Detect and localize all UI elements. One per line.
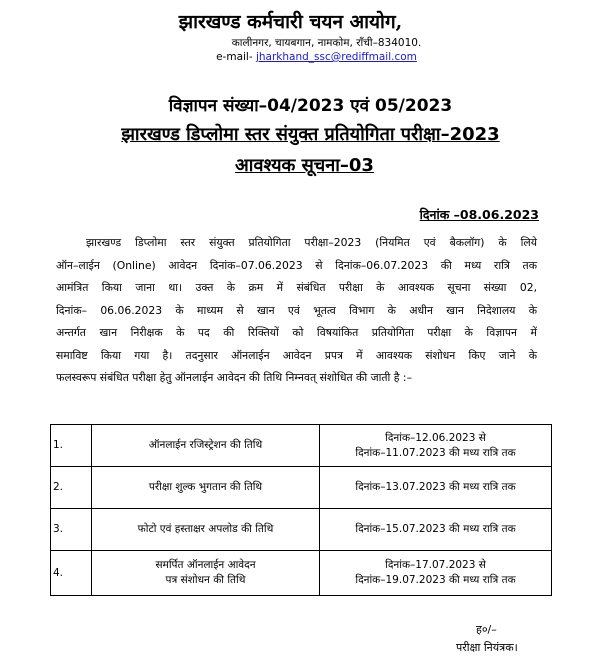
email-link[interactable]: jharkhand_ssc@rediffmail.com	[255, 51, 417, 63]
signatory-designation: परीक्षा नियंत्रक।	[456, 641, 518, 654]
schedule-table	[50, 424, 552, 596]
email-line	[12, 51, 609, 63]
body-line: फलस्वरूप संबंधित परीक्षा हेतु ऑनलाईन आवेदन की तिथि निम्नवत् संशोधित की जाती है :–	[56, 371, 412, 384]
table-row	[51, 467, 552, 509]
schedule-dates: दिनांक–15.07.2023 की मध्य रात्रि तक	[320, 509, 552, 551]
schedule-dates: दिनांक–17.07.2023 से दिनांक–19.07.2023 की मध्य रात्रि तक	[320, 551, 552, 596]
email-label: e-mail-	[216, 51, 253, 63]
body-line: समाविष्ट किया गया है। तदनुसार ऑनलाईन आवेदन प्रपत्र में आवश्यक संशोधन किए जाने के	[56, 348, 537, 362]
schedule-task: परीक्षा शुल्क भुगतान की तिथि	[92, 467, 320, 509]
advertisement-number: विज्ञापन संख्या–04/2023 एवं 05/2023	[168, 96, 453, 116]
table-row	[51, 551, 552, 596]
serial-number: 1.	[51, 425, 92, 467]
body-line: झारखण्ड डिप्लोमा स्तर संयुक्त प्रतियोगिता परीक्षा–2023 (नियमित एवं बैकलॉग) के लिये	[86, 236, 537, 249]
schedule-task: फोटो एवं हस्ताक्षर अपलोड की तिथि	[92, 509, 320, 551]
body-line: दिनांक– 06.06.2023 के माध्यम से खान एवं भूतत्व विभाग के अधीन खान निदेशालय के	[56, 303, 537, 317]
serial-number: 2.	[51, 467, 92, 509]
serial-number: 4.	[51, 551, 92, 596]
body-line: अन्तर्गत खान निरीक्षक के पद की रिक्तियों को विषयांकित प्रतियोगिता परीक्षा के विज्ञापन में	[56, 326, 537, 339]
schedule-dates: दिनांक–12.06.2023 से दिनांक–11.07.2023 की मध्य रात्रि तक	[320, 425, 552, 467]
schedule-task: ऑनलाईन रजिस्ट्रेशन की तिथि	[92, 425, 320, 467]
body-line: आमंत्रित किया जाना था। उक्त के क्रम में संबंधित परीक्षा के आवश्यक सूचना संख्या 02,	[56, 281, 537, 294]
table-row	[51, 509, 552, 551]
notice-title: आवश्यक सूचना–03	[235, 155, 374, 176]
serial-number: 3.	[51, 509, 92, 551]
organization-name: झारखण्ड कर्मचारी चयन आयोग,	[178, 11, 403, 33]
notice-date: दिनांक –08.06.2023	[419, 207, 539, 222]
signature-mark: ह०/–	[476, 623, 497, 636]
schedule-task: समर्पित ऑनलाईन आवेदन पत्र संशोधन की तिथि	[92, 551, 320, 596]
notice-body	[56, 232, 537, 390]
schedule-dates: दिनांक–13.07.2023 की मध्य रात्रि तक	[320, 467, 552, 509]
table-row	[51, 425, 552, 467]
body-line: ऑन–लाईन (Online) आवेदन दिनांक–07.06.2023 से दिनांक–06.07.2023 की मध्य रात्रि तक	[56, 258, 537, 272]
organization-address: कालीनगर, चायबगान, नामकोम, राँची–834010.	[231, 37, 422, 49]
exam-title: झारखण्ड डिप्लोमा स्तर संयुक्त प्रतियोगिता परीक्षा–2023	[121, 124, 500, 145]
